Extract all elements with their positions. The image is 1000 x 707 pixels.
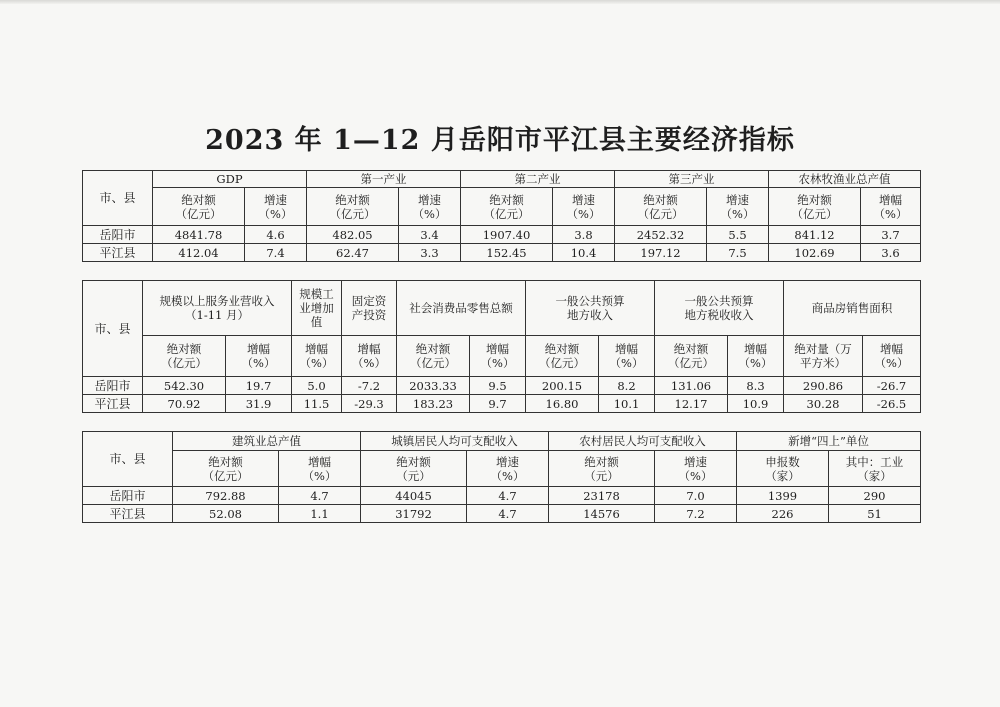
data-cell: 5.5 [707, 226, 769, 244]
header-row [83, 171, 921, 188]
data-cell: 4.7 [279, 487, 361, 505]
data-cell: 8.3 [728, 377, 784, 395]
data-cell: 31792 [361, 505, 467, 523]
subheader-row [83, 336, 921, 377]
data-cell: 1399 [737, 487, 829, 505]
data-cell: 1.1 [279, 505, 361, 523]
data-cell: 7.4 [245, 244, 307, 262]
row-name-cell: 岳阳市 [83, 487, 173, 505]
group-header-gdp: GDP [153, 171, 307, 188]
subheader-cell: 绝对量（万 平方米） [784, 336, 863, 377]
data-cell: -26.5 [863, 395, 921, 413]
subheader-cell: 增幅 （%） [863, 336, 921, 377]
data-cell: 16.80 [526, 395, 599, 413]
subheader-cell: 绝对额 （亿元） [615, 188, 707, 226]
subheader-cell: 绝对额 （亿元） [143, 336, 226, 377]
data-cell: 290.86 [784, 377, 863, 395]
subheader-cell: 绝对额 （亿元） [769, 188, 861, 226]
subheader-cell: 绝对额 （元） [549, 451, 655, 487]
group-header-agriculture-output: 农林牧渔业总产值 [769, 171, 921, 188]
group-header-tax-revenue: 一般公共预算 地方税收收入 [655, 281, 784, 336]
data-cell: 4.6 [245, 226, 307, 244]
row-name-cell: 平江县 [83, 395, 143, 413]
subheader-row [83, 188, 921, 226]
subheader-cell: 增速 （%） [245, 188, 307, 226]
subheader-cell: 增速 （%） [553, 188, 615, 226]
row-name-cell: 岳阳市 [83, 226, 153, 244]
data-cell: 9.5 [470, 377, 526, 395]
data-cell: 4841.78 [153, 226, 245, 244]
subheader-cell: 绝对额 （亿元） [461, 188, 553, 226]
data-cell: 792.88 [173, 487, 279, 505]
subheader-cell: 增幅 （%） [292, 336, 342, 377]
data-cell: 152.45 [461, 244, 553, 262]
data-cell: 7.5 [707, 244, 769, 262]
group-header-primary-industry: 第一产业 [307, 171, 461, 188]
page-edge [0, 0, 1000, 4]
data-cell: 5.0 [292, 377, 342, 395]
data-cell: 44045 [361, 487, 467, 505]
group-header-service-revenue: 规模以上服务业营收入 （1-11 月） [143, 281, 292, 336]
economic-indicators-table-2 [82, 280, 921, 413]
data-cell: 3.3 [399, 244, 461, 262]
table-row [83, 487, 921, 505]
subheader-cell: 增速 （%） [467, 451, 549, 487]
subheader-cell: 增幅 （%） [279, 451, 361, 487]
subheader-cell: 增速 （%） [399, 188, 461, 226]
subheader-cell: 增幅 （%） [226, 336, 292, 377]
data-cell: 290 [829, 487, 921, 505]
data-cell: 7.0 [655, 487, 737, 505]
data-cell: 197.12 [615, 244, 707, 262]
data-cell: -29.3 [342, 395, 397, 413]
data-cell: -26.7 [863, 377, 921, 395]
data-cell: 9.7 [470, 395, 526, 413]
subheader-cell: 增幅 （%） [342, 336, 397, 377]
group-header-urban-income: 城镇居民人均可支配收入 [361, 432, 549, 451]
subheader-row [83, 451, 921, 487]
data-cell: 841.12 [769, 226, 861, 244]
subheader-cell: 增速 （%） [707, 188, 769, 226]
subheader-cell: 绝对额 （亿元） [153, 188, 245, 226]
subheader-cell: 绝对额 （亿元） [173, 451, 279, 487]
table-row [83, 377, 921, 395]
data-cell: 183.23 [397, 395, 470, 413]
data-cell: 62.47 [307, 244, 399, 262]
subheader-cell: 绝对额 （亿元） [397, 336, 470, 377]
corner-header: 市、县 [83, 171, 153, 226]
subheader-cell: 绝对额 （亿元） [655, 336, 728, 377]
group-header-industrial-value-added: 规模工 业增加 值 [292, 281, 342, 336]
data-cell: 30.28 [784, 395, 863, 413]
group-header-secondary-industry: 第二产业 [461, 171, 615, 188]
subheader-cell: 绝对额 （亿元） [307, 188, 399, 226]
data-cell: 51 [829, 505, 921, 523]
subheader-cell: 增速 （%） [655, 451, 737, 487]
document-title: 2023 年 1—12 月岳阳市平江县主要经济指标 [205, 125, 795, 156]
group-header-construction-output: 建筑业总产值 [173, 432, 361, 451]
data-cell: 4.7 [467, 505, 549, 523]
data-cell: 102.69 [769, 244, 861, 262]
subheader-cell: 增幅 （%） [861, 188, 921, 226]
subheader-cell: 其中：工业 （家） [829, 451, 921, 487]
data-cell: 3.7 [861, 226, 921, 244]
data-cell: 10.4 [553, 244, 615, 262]
data-cell: 131.06 [655, 377, 728, 395]
header-row [83, 432, 921, 451]
corner-header: 市、县 [83, 281, 143, 377]
data-cell: 3.4 [399, 226, 461, 244]
subheader-cell: 申报数 （家） [737, 451, 829, 487]
data-cell: 3.6 [861, 244, 921, 262]
subheader-cell: 增幅 （%） [470, 336, 526, 377]
table-row [83, 244, 921, 262]
data-cell: 23178 [549, 487, 655, 505]
group-header-rural-income: 农村居民人均可支配收入 [549, 432, 737, 451]
data-cell: 12.17 [655, 395, 728, 413]
corner-header: 市、县 [83, 432, 173, 487]
data-cell: 2452.32 [615, 226, 707, 244]
data-cell: 1907.40 [461, 226, 553, 244]
table-row [83, 505, 921, 523]
subheader-cell: 增幅 （%） [599, 336, 655, 377]
row-name-cell: 平江县 [83, 505, 173, 523]
data-cell: 2033.33 [397, 377, 470, 395]
data-cell: 10.9 [728, 395, 784, 413]
data-cell: 31.9 [226, 395, 292, 413]
row-name-cell: 岳阳市 [83, 377, 143, 395]
data-cell: 482.05 [307, 226, 399, 244]
data-cell: 7.2 [655, 505, 737, 523]
data-cell: 4.7 [467, 487, 549, 505]
group-header-housing-sales-area: 商品房销售面积 [784, 281, 921, 336]
table-row [83, 226, 921, 244]
data-cell: 8.2 [599, 377, 655, 395]
data-cell: 14576 [549, 505, 655, 523]
data-cell: 412.04 [153, 244, 245, 262]
data-cell: -7.2 [342, 377, 397, 395]
data-cell: 70.92 [143, 395, 226, 413]
row-name-cell: 平江县 [83, 244, 153, 262]
data-cell: 3.8 [553, 226, 615, 244]
data-cell: 226 [737, 505, 829, 523]
data-cell: 52.08 [173, 505, 279, 523]
data-cell: 19.7 [226, 377, 292, 395]
data-cell: 200.15 [526, 377, 599, 395]
economic-indicators-table-3 [82, 431, 921, 523]
subheader-cell: 绝对额 （亿元） [526, 336, 599, 377]
group-header-new-enterprises: 新增“四上”单位 [737, 432, 921, 451]
table-row [83, 395, 921, 413]
data-cell: 11.5 [292, 395, 342, 413]
group-header-budget-revenue: 一般公共预算 地方收入 [526, 281, 655, 336]
group-header-tertiary-industry: 第三产业 [615, 171, 769, 188]
group-header-retail-sales: 社会消费品零售总额 [397, 281, 526, 336]
subheader-cell: 绝对额 （元） [361, 451, 467, 487]
header-row [83, 281, 921, 336]
subheader-cell: 增幅 （%） [728, 336, 784, 377]
data-cell: 10.1 [599, 395, 655, 413]
data-cell: 542.30 [143, 377, 226, 395]
economic-indicators-table-1 [82, 170, 921, 262]
group-header-fixed-asset-investment: 固定资 产投资 [342, 281, 397, 336]
